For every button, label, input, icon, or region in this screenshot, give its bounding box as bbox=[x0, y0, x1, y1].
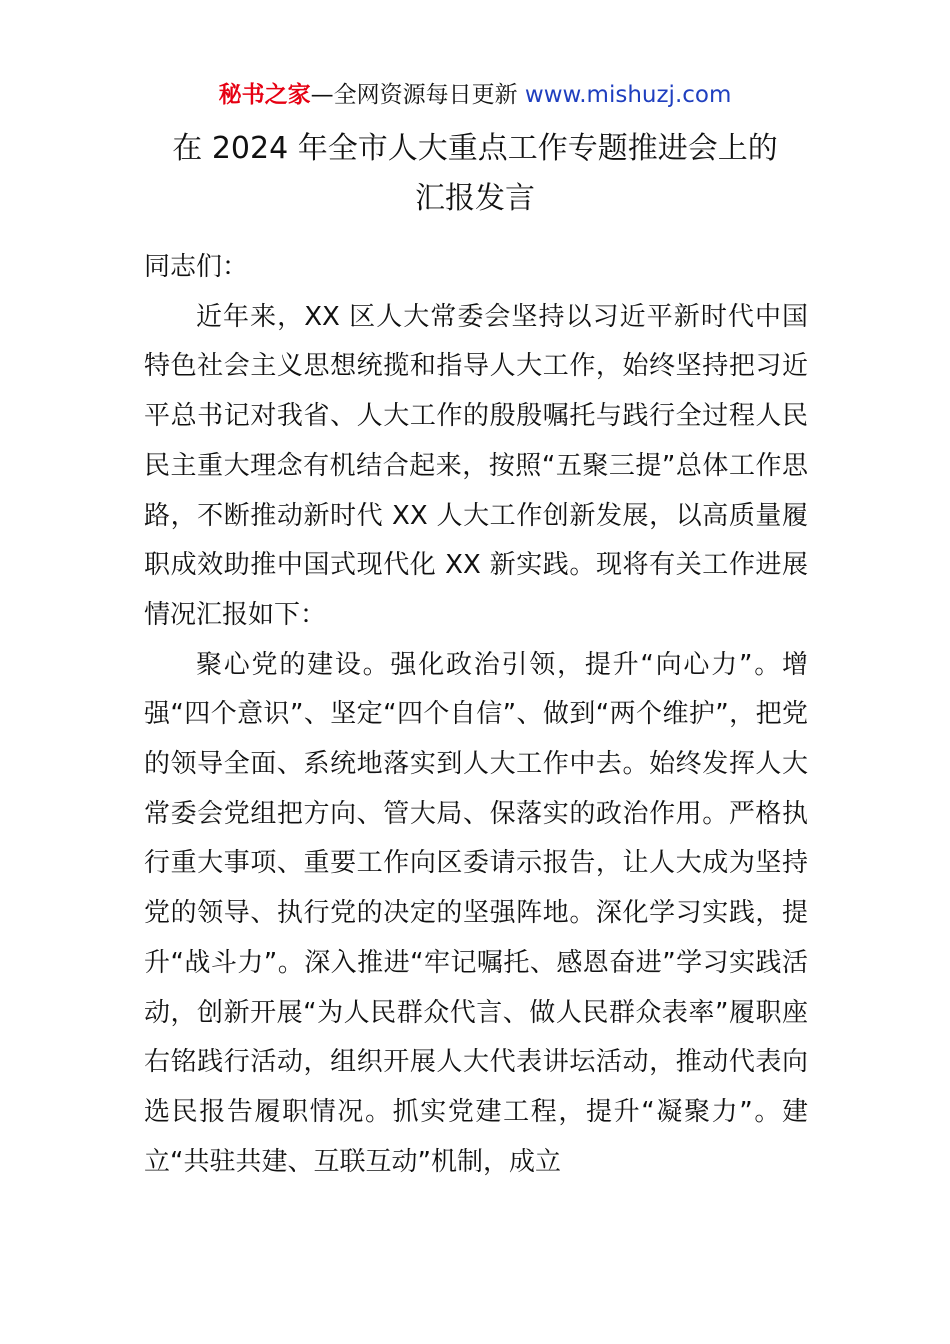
paragraph-party-building: 聚心党的建设。强化政治引领，提升“向心力”。增强“四个意识”、坚定“四个自信”、做到“两个维护”，把党的领导全面、系统地落实到人大工作中去。始终发挥人大常委会党组把方向、管大局、保落实的政治作用。严格执行重大事项、重要工作向区委请示报告，让人大成为坚持党的领导、执行党的决定的坚强阵地。深化学习实践，提升“战斗力”。深入推进“牢记嘱托、感恩奋进”学习实践活动，创新开展“为人民群众代言、做人民群众表率”履职座右铭践行活动，组织开展人大代表讲坛活动，推动代表向选民报告履职情况。抓实党建工程，提升“凝聚力”。建立“共驻共建、互联互动”机制，成立 bbox=[144, 649, 808, 1177]
title-line-2: 汇报发言 bbox=[415, 181, 535, 216]
site-url-link[interactable]: www.mishuzj.com bbox=[524, 82, 732, 108]
paragraph-intro: 近年来，XX 区人大常委会坚持以习近平新时代中国特色社会主义思想统揽和指导人大工作，始终坚持把习近平总书记对我省、人大工作的殷殷嘱托与践行全过程人民民主重大理念有机结合起来，按照“五聚三提”总体工作思路，不断推动新时代 XX 人大工作创新发展，以高质量履职成效助推中国式现代化 XX 新实践。现将有关工作进展情况汇报如下： bbox=[144, 301, 808, 630]
title-line-1: 在 2024 年全市人大重点工作专题推进会上的 bbox=[172, 131, 778, 166]
site-header bbox=[0, 78, 950, 112]
document-body bbox=[144, 243, 808, 1187]
brand-name: 秘书之家 bbox=[218, 82, 311, 108]
salutation: 同志们： bbox=[144, 252, 249, 282]
header-tagline: —全网资源每日更新 bbox=[310, 82, 525, 108]
document-title bbox=[100, 124, 850, 224]
